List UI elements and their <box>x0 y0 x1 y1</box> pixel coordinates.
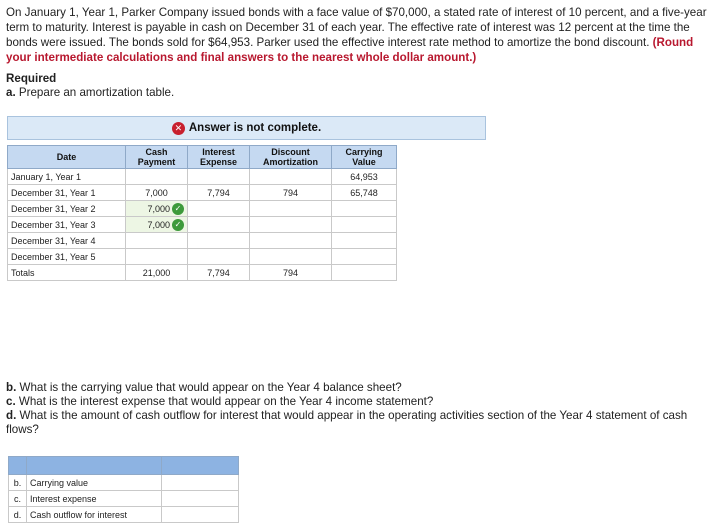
carrying-value-input[interactable]: 65,748 <box>332 185 397 201</box>
x-circle-icon: ✕ <box>172 122 185 135</box>
interest-expense-input[interactable]: 7,794 <box>188 185 250 201</box>
carrying-value-input[interactable] <box>332 201 397 217</box>
discount-amortization-input[interactable] <box>250 233 332 249</box>
answer-letter: c. <box>9 491 27 507</box>
table-row <box>9 491 239 507</box>
answer-table <box>8 456 239 523</box>
required-heading: Required <box>6 72 57 85</box>
questions-block <box>6 381 714 437</box>
answer-label: Carrying value <box>27 475 162 491</box>
check-icon: ✓ <box>172 219 184 231</box>
totals-row <box>8 265 397 281</box>
cash-payment-value: 7,000 <box>147 219 170 230</box>
header-date: Date <box>8 146 126 169</box>
cash-payment-input[interactable] <box>126 249 188 265</box>
row-date: Totals <box>8 265 126 281</box>
question-c-label: c. <box>6 395 16 408</box>
discount-amortization-input[interactable] <box>250 217 332 233</box>
row-date: December 31, Year 1 <box>8 185 126 201</box>
table-row <box>9 507 239 523</box>
header-discount-amortization: Discount Amortization <box>250 146 332 169</box>
cash-payment-total: 21,000 <box>126 265 188 281</box>
answer-label: Cash outflow for interest <box>27 507 162 523</box>
table-row <box>8 185 397 201</box>
interest-expense-input[interactable] <box>188 233 250 249</box>
answer-status-text: Answer is not complete. <box>188 122 322 134</box>
question-d <box>6 409 714 437</box>
interest-expense-input[interactable] <box>188 217 250 233</box>
question-c-text: What is the interest expense that would appear on the Year 4 income statement? <box>15 395 434 408</box>
discount-amortization-input[interactable] <box>250 169 332 185</box>
interest-expense-total: 7,794 <box>188 265 250 281</box>
table-row <box>8 169 397 185</box>
problem-text: On January 1, Year 1, Parker Company issued bonds with a face value of $70,000, a stated rate of interest of 10 percent, and a five-year term to maturity. Interest is payable in cash on December 31 of each year. The effective rate of interest was 12 percent at the time the bonds were issued. The bonds sold for $64,953. Parker used the effective interest rate method to amortize the bond discount. <box>6 6 707 49</box>
cash-payment-input[interactable] <box>126 233 188 249</box>
question-b-text: What is the carrying value that would appear on the Year 4 balance sheet? <box>16 381 402 394</box>
question-d-label: d. <box>6 409 17 422</box>
discount-amortization-input[interactable] <box>250 201 332 217</box>
answer-letter: b. <box>9 475 27 491</box>
discount-amortization-total: 794 <box>250 265 332 281</box>
cash-payment-input[interactable] <box>126 169 188 185</box>
amortization-table <box>7 145 397 281</box>
question-d-text: What is the amount of cash outflow for interest that would appear in the operating activities section of the Year 4 statement of cash flows? <box>6 409 688 436</box>
interest-expense-input[interactable] <box>188 201 250 217</box>
problem-statement <box>6 5 714 65</box>
question-b <box>6 381 714 395</box>
row-date: December 31, Year 3 <box>8 217 126 233</box>
row-date: December 31, Year 2 <box>8 201 126 217</box>
cash-payment-input[interactable] <box>126 201 188 217</box>
row-date: December 31, Year 4 <box>8 233 126 249</box>
requirement-a <box>6 86 174 99</box>
interest-expense-answer-input[interactable] <box>162 491 239 507</box>
header-carrying-value: Carrying Value <box>332 146 397 169</box>
cash-payment-value: 7,000 <box>147 203 170 214</box>
header-cash-payment: Cash Payment <box>126 146 188 169</box>
answer-header-row <box>9 457 239 475</box>
answer-label: Interest expense <box>27 491 162 507</box>
answer-letter: d. <box>9 507 27 523</box>
table-row <box>8 233 397 249</box>
discount-amortization-input[interactable] <box>250 249 332 265</box>
carrying-value-input[interactable]: 64,953 <box>332 169 397 185</box>
interest-expense-input[interactable] <box>188 169 250 185</box>
requirement-a-text: Prepare an amortization table. <box>15 86 175 99</box>
amortization-header-row <box>8 146 397 169</box>
rounding-note: (Round your intermediate calculations and final answers to the nearest whole dollar amount.) <box>6 36 694 64</box>
answer-status-banner <box>7 116 486 140</box>
cash-payment-input[interactable]: 7,000 <box>126 185 188 201</box>
carrying-value-total <box>332 265 397 281</box>
row-date: December 31, Year 5 <box>8 249 126 265</box>
carrying-value-input[interactable] <box>332 233 397 249</box>
carrying-value-input[interactable] <box>332 217 397 233</box>
question-b-label: b. <box>6 381 17 394</box>
table-row <box>8 249 397 265</box>
interest-expense-input[interactable] <box>188 249 250 265</box>
table-row <box>9 475 239 491</box>
table-row <box>8 201 397 217</box>
discount-amortization-input[interactable]: 794 <box>250 185 332 201</box>
carrying-value-answer-input[interactable] <box>162 475 239 491</box>
cash-payment-input[interactable] <box>126 217 188 233</box>
question-c <box>6 395 714 409</box>
answer-header-cell <box>162 457 239 475</box>
table-row <box>8 217 397 233</box>
cash-outflow-answer-input[interactable] <box>162 507 239 523</box>
header-interest-expense: Interest Expense <box>188 146 250 169</box>
row-date: January 1, Year 1 <box>8 169 126 185</box>
requirement-a-label: a. <box>6 86 16 99</box>
answer-header-cell <box>9 457 27 475</box>
check-icon: ✓ <box>172 203 184 215</box>
carrying-value-input[interactable] <box>332 249 397 265</box>
answer-header-cell <box>27 457 162 475</box>
